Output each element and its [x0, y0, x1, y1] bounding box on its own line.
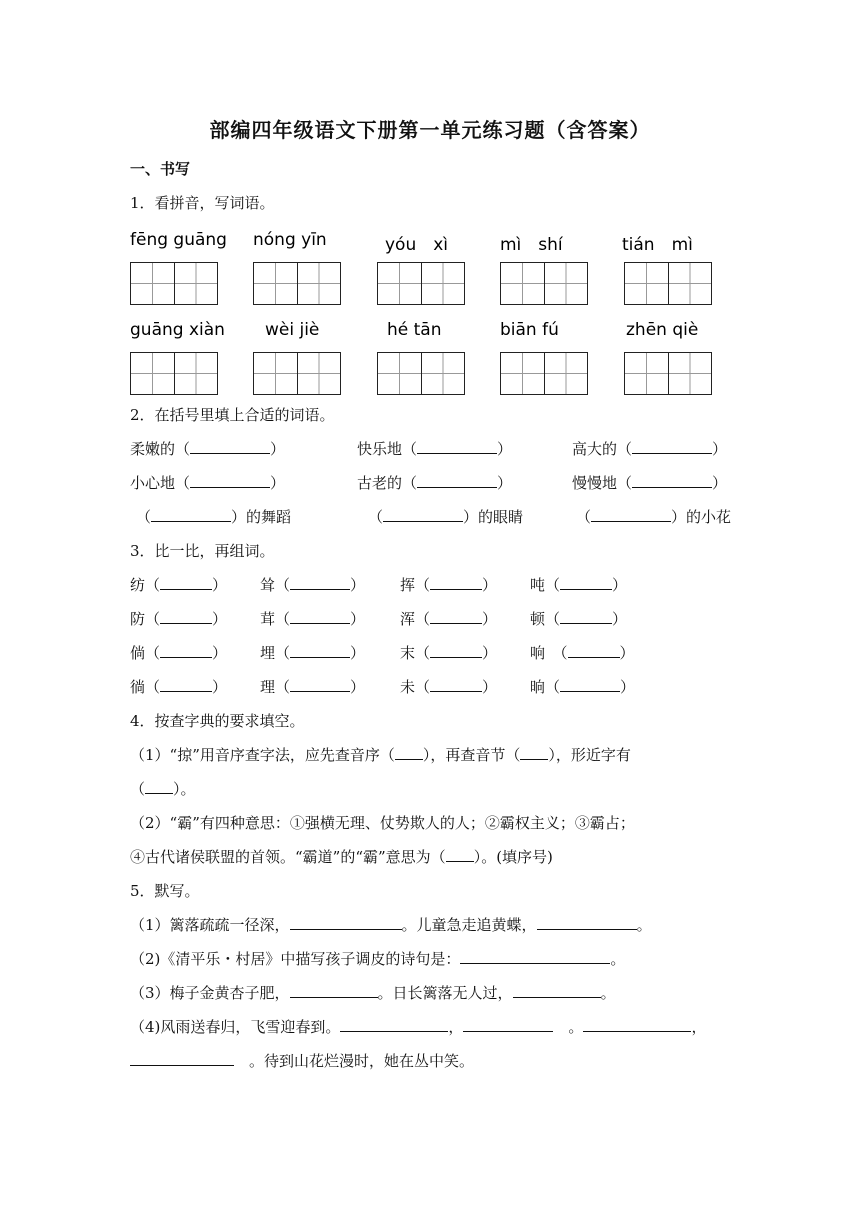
- answer-blank[interactable]: [560, 575, 612, 590]
- answer-blank[interactable]: [430, 643, 482, 658]
- pinyin-label: nóng yīn: [253, 230, 327, 250]
- fill-item: 柔嫩的（ ）: [130, 440, 286, 458]
- answer-blank[interactable]: [340, 1017, 448, 1032]
- answer-blank[interactable]: [446, 847, 474, 862]
- section-heading-writing: 一、书写: [130, 160, 191, 178]
- q5-line5: 。待到山花烂漫时，她在丛中笑。: [130, 1050, 474, 1071]
- compare-item: 茸（ ）: [260, 610, 366, 628]
- pinyin-label: guāng xiàn: [130, 320, 225, 340]
- compare-item: 纺（ ）: [130, 576, 228, 594]
- compare-item: 吨（ ）: [530, 576, 628, 594]
- q2-prompt: 2．在括号里填上合适的词语。: [130, 406, 335, 424]
- answer-blank[interactable]: [383, 507, 463, 522]
- compare-item: 未（ ）: [400, 678, 498, 696]
- grid-cell[interactable]: [174, 353, 217, 394]
- grid-cell[interactable]: [174, 263, 217, 304]
- q3-prompt: 3．比一比，再组词。: [130, 542, 275, 560]
- pinyin-label: hé tān: [387, 320, 442, 340]
- grid-cell[interactable]: [421, 263, 464, 304]
- grid-cell[interactable]: [668, 353, 711, 394]
- writing-grid[interactable]: [500, 262, 588, 305]
- answer-blank[interactable]: [560, 677, 620, 692]
- pinyin-label: wèi jiè: [265, 320, 320, 340]
- answer-blank[interactable]: [513, 983, 601, 998]
- writing-grid[interactable]: [253, 352, 341, 395]
- answer-blank[interactable]: [632, 439, 712, 454]
- compare-item: 耸（ ）: [260, 576, 366, 594]
- fill-item: 慢慢地（ ）: [572, 474, 728, 492]
- grid-cell[interactable]: [544, 263, 587, 304]
- writing-grid[interactable]: [500, 352, 588, 395]
- answer-blank[interactable]: [520, 745, 548, 760]
- grid-cell[interactable]: [378, 353, 421, 394]
- answer-blank[interactable]: [151, 507, 231, 522]
- writing-grid[interactable]: [377, 352, 465, 395]
- answer-blank[interactable]: [537, 915, 637, 930]
- compare-item: 顿（ ）: [530, 610, 628, 628]
- q4-part1-cont: （ ）。: [130, 780, 196, 798]
- answer-blank[interactable]: [160, 575, 212, 590]
- grid-cell[interactable]: [131, 263, 174, 304]
- answer-blank[interactable]: [430, 609, 482, 624]
- answer-blank[interactable]: [632, 473, 712, 488]
- grid-cell[interactable]: [625, 353, 668, 394]
- answer-blank[interactable]: [417, 439, 497, 454]
- answer-blank[interactable]: [130, 1051, 234, 1066]
- grid-cell[interactable]: [501, 353, 544, 394]
- q5-line3: （3）梅子金黄杏子肥， 。日长篱落无人过， 。: [130, 984, 616, 1002]
- writing-grid[interactable]: [377, 262, 465, 305]
- pinyin-label: fēng guāng: [130, 230, 227, 250]
- answer-blank[interactable]: [395, 745, 423, 760]
- compare-item: 响 （ ）: [530, 644, 635, 662]
- fill-item: （ ）的眼睛: [368, 508, 524, 526]
- compare-item: 晌（ ）: [530, 678, 636, 696]
- writing-grid[interactable]: [624, 262, 712, 305]
- fill-item: 高大的（ ）: [572, 440, 728, 458]
- answer-blank[interactable]: [290, 575, 350, 590]
- grid-cell[interactable]: [254, 353, 297, 394]
- compare-item: 倘（ ）: [130, 644, 228, 662]
- pinyin-label: tián mì: [622, 235, 693, 255]
- grid-cell[interactable]: [625, 263, 668, 304]
- fill-item: 古老的（ ）: [357, 474, 513, 492]
- answer-blank[interactable]: [290, 677, 350, 692]
- fill-item: 小心地（ ）: [130, 474, 286, 492]
- q4-prompt: 4．按查字典的要求填空。: [130, 712, 305, 730]
- writing-grid[interactable]: [130, 352, 218, 395]
- compare-item: 埋（ ）: [260, 644, 366, 662]
- q4-part2: （2）“霸”有四种意思：①强横无理、仗势欺人的人；②霸权主义；③霸占；: [130, 814, 635, 832]
- grid-cell[interactable]: [297, 263, 340, 304]
- q4-part2-cont: ④古代诸侯联盟的首领。“霸道”的“霸”意思为（ ）。(填序号): [130, 848, 553, 866]
- answer-blank[interactable]: [568, 643, 620, 658]
- answer-blank[interactable]: [290, 983, 378, 998]
- grid-cell[interactable]: [378, 263, 421, 304]
- answer-blank[interactable]: [290, 609, 350, 624]
- answer-blank[interactable]: [160, 677, 212, 692]
- pinyin-label: zhēn qiè: [626, 320, 699, 340]
- fill-item: （ ）的舞蹈: [136, 508, 292, 526]
- writing-grid[interactable]: [253, 262, 341, 305]
- pinyin-label: biān fú: [500, 320, 559, 340]
- writing-grid[interactable]: [130, 262, 218, 305]
- answer-blank[interactable]: [430, 575, 482, 590]
- compare-item: 防（ ）: [130, 610, 228, 628]
- q1-prompt: 1．看拼音，写词语。: [130, 194, 275, 212]
- q5-line2: （2)《清平乐・村居》中描写孩子调皮的诗句是： 。: [130, 950, 626, 968]
- page-title: 部编四年级语文下册第一单元练习题（含答案）: [209, 118, 651, 142]
- writing-grid[interactable]: [624, 352, 712, 395]
- q4-part1: （1）“掠”用音序查字法，应先查音序（ ），再查音节（ ），形近字有: [130, 746, 631, 764]
- answer-blank[interactable]: [560, 609, 612, 624]
- fill-item: （ ）的小花: [576, 508, 732, 526]
- compare-item: 挥（ ）: [400, 576, 498, 594]
- pinyin-label: mì shí: [500, 235, 563, 255]
- answer-blank[interactable]: [190, 473, 270, 488]
- grid-cell[interactable]: [501, 263, 544, 304]
- grid-cell[interactable]: [131, 353, 174, 394]
- grid-cell[interactable]: [254, 263, 297, 304]
- grid-cell[interactable]: [297, 353, 340, 394]
- answer-blank[interactable]: [160, 609, 212, 624]
- answer-blank[interactable]: [145, 779, 173, 794]
- grid-cell[interactable]: [668, 263, 711, 304]
- answer-blank[interactable]: [160, 643, 212, 658]
- compare-item: 末（ ）: [400, 644, 498, 662]
- answer-blank[interactable]: [430, 677, 482, 692]
- pinyin-label: yóu xì: [385, 235, 449, 255]
- answer-blank[interactable]: [583, 1017, 691, 1032]
- answer-blank[interactable]: [290, 643, 350, 658]
- compare-item: 理（ ）: [260, 678, 366, 696]
- answer-blank[interactable]: [460, 949, 610, 964]
- grid-cell[interactable]: [544, 353, 587, 394]
- answer-blank[interactable]: [190, 439, 270, 454]
- compare-item: 浑（ ）: [400, 610, 498, 628]
- answer-blank[interactable]: [591, 507, 671, 522]
- grid-cell[interactable]: [421, 353, 464, 394]
- fill-item: 快乐地（ ）: [357, 440, 513, 458]
- answer-blank[interactable]: [417, 473, 497, 488]
- q5-prompt: 5．默写。: [130, 882, 200, 900]
- answer-blank[interactable]: [290, 915, 402, 930]
- answer-blank[interactable]: [463, 1017, 553, 1032]
- q5-line1: （1）篱落疏疏一径深， 。儿童急走追黄蝶， 。: [130, 916, 652, 934]
- q5-line4: （4)风雨送春归，飞雪迎春到。 ， 。 ，: [130, 1018, 707, 1036]
- compare-item: 徜（ ）: [130, 678, 228, 696]
